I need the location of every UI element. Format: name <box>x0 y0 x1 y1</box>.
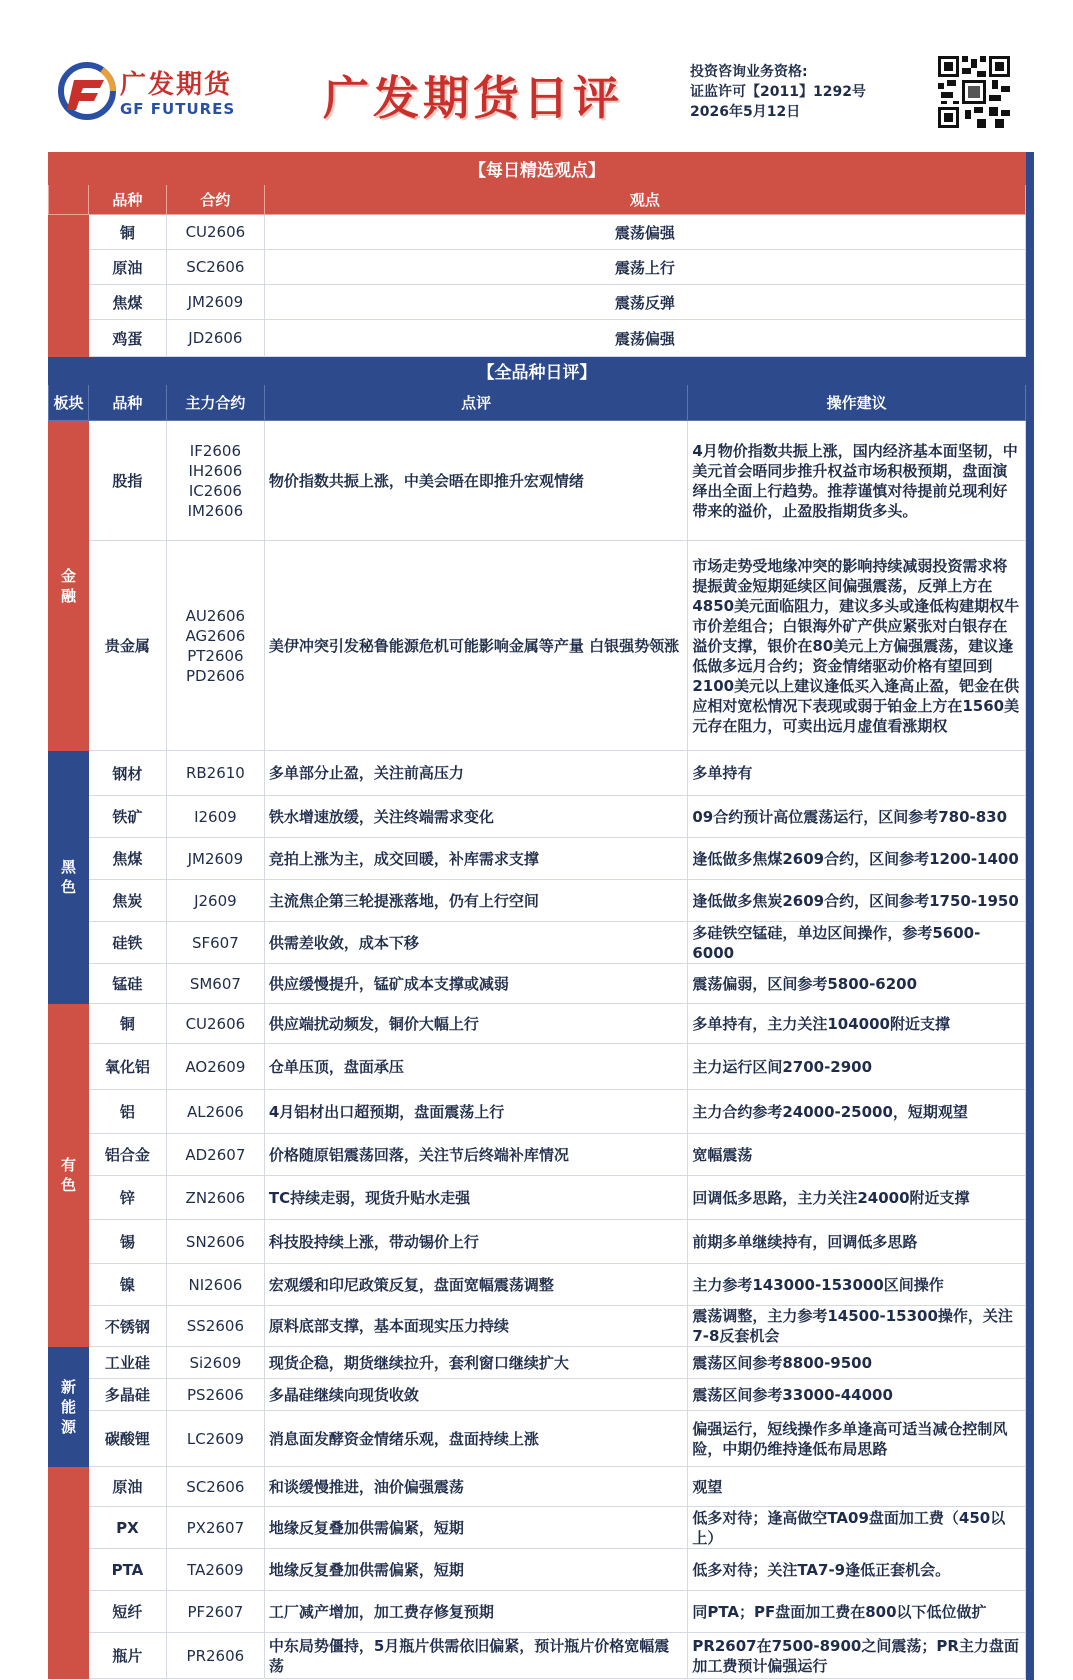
right-edge-stripe <box>1026 152 1034 1680</box>
advice-cell: 逢低做多焦炭2609合约，区间参考1750-1950 <box>688 880 1026 922</box>
advice-cell: 震荡调整，主力参考14500-15300操作，关注7-8反套机会 <box>688 1306 1026 1347</box>
advice-cell: 同PTA；PF盘面加工费在800以下低位做扩 <box>688 1591 1026 1633</box>
advice-cell: 多单持有，主力关注104000附近支撑 <box>688 1004 1026 1044</box>
table-row <box>49 964 1026 1004</box>
contract-cell: AD2607 <box>166 1134 264 1176</box>
table-row <box>49 1591 1026 1633</box>
table-row <box>49 1467 1026 1507</box>
contract-cell: AU2606 AG2606 PT2606 PD2606 <box>166 541 264 751</box>
table-row <box>49 880 1026 922</box>
sector-new-energy: 新 能 源 <box>49 1347 89 1467</box>
contract-cell: J2609 <box>166 880 264 922</box>
variety-cell: PX <box>88 1507 166 1549</box>
advice-cell: 宽幅震荡 <box>688 1134 1026 1176</box>
variety-cell: 镍 <box>88 1264 166 1306</box>
advice-cell: 低多对待；逢高做空TA09盘面加工费（450以上） <box>688 1507 1026 1549</box>
table-row <box>49 1347 1026 1379</box>
comment-cell: 和谈缓慢推进，油价偏强震荡 <box>264 1467 687 1507</box>
daily-band-row <box>49 153 1026 185</box>
table-row <box>49 751 1026 796</box>
comment-cell: 供应端扰动频发，铜价大幅上行 <box>264 1004 687 1044</box>
company-logo <box>58 62 258 122</box>
report-title: 广发期货日评 <box>323 71 623 125</box>
comment-cell: 多晶硅继续向现货收敛 <box>264 1379 687 1411</box>
report-body <box>48 152 1026 1680</box>
contract-cell: JM2609 <box>166 285 264 320</box>
table-row <box>49 1004 1026 1044</box>
contract-cell: SC2606 <box>166 250 264 285</box>
advice-cell: 回调低多思路，主力关注24000附近支撑 <box>688 1176 1026 1220</box>
sector-nonferrous: 有 色 <box>49 1004 89 1347</box>
variety-cell: 锡 <box>88 1220 166 1264</box>
comment-cell: 中东局势僵持，5月瓶片供需依旧偏紧，预计瓶片价格宽幅震荡 <box>264 1633 687 1679</box>
advice-cell: 多单持有 <box>688 751 1026 796</box>
advice-cell: 09合约预计高位震荡运行，区间参考780-830 <box>688 796 1026 838</box>
variety-cell: 硅铁 <box>88 922 166 964</box>
view-cell: 震荡反弹 <box>264 285 1025 320</box>
table-row <box>49 1507 1026 1549</box>
table-row <box>49 1379 1026 1411</box>
advice-cell: 震荡区间参考33000-44000 <box>688 1379 1026 1411</box>
comment-cell: 多单部分止盈，关注前高压力 <box>264 751 687 796</box>
variety-cell: 工业硅 <box>88 1347 166 1379</box>
comment-cell: TC持续走弱，现货升贴水走强 <box>264 1176 687 1220</box>
comment-cell: 消息面发酵资金情绪乐观，盘面持续上涨 <box>264 1411 687 1467</box>
variety-cell: 瓶片 <box>88 1633 166 1679</box>
comment-cell: 科技股持续上涨，带动锡价上行 <box>264 1220 687 1264</box>
advice-cell: 前期多单继续持有，回调低多思路 <box>688 1220 1026 1264</box>
comment-cell: 地缘反复叠加供需偏紧，短期 <box>264 1549 687 1591</box>
table-row <box>49 796 1026 838</box>
comment-cell: 现货企稳，期货继续拉升，套利窗口继续扩大 <box>264 1347 687 1379</box>
table-row <box>49 1044 1026 1090</box>
variety-cell: 铝合金 <box>88 1134 166 1176</box>
table-row <box>49 1549 1026 1591</box>
variety-cell: 焦炭 <box>88 880 166 922</box>
contract-cell: JM2609 <box>166 838 264 880</box>
table-row <box>49 421 1026 541</box>
table-row <box>49 922 1026 964</box>
table-row <box>49 1090 1026 1134</box>
table-row <box>49 1220 1026 1264</box>
contract-cell: PR2606 <box>166 1633 264 1679</box>
report-table <box>48 152 1026 1679</box>
table-row <box>49 838 1026 880</box>
variety-cell: 锰硅 <box>88 964 166 1004</box>
contract-cell: SM607 <box>166 964 264 1004</box>
variety-cell: 多晶硅 <box>88 1379 166 1411</box>
view-cell: 震荡偏强 <box>264 320 1025 357</box>
advice-cell: 4月物价指数共振上涨，国内经济基本面坚韧，中美元首会晤同步推升权益市场积极预期，盘面演绎出全面上行趋势。推荐谨慎对待提前兑现利好带来的溢价，止盈股指期货多头。 <box>688 421 1026 541</box>
table-row <box>49 1176 1026 1220</box>
table-row <box>49 1633 1026 1679</box>
table-row <box>49 320 1026 357</box>
variety-cell: 铜 <box>88 1004 166 1044</box>
full-band-row <box>49 357 1026 385</box>
comment-cell: 工厂减产增加，加工费存修复预期 <box>264 1591 687 1633</box>
contract-cell: SS2606 <box>166 1306 264 1347</box>
advice-cell: 市场走势受地缘冲突的影响持续减弱投资需求将提振黄金短期延续区间偏强震荡，反弹上方在4850美元面临阻力，建议多头或逢低构建期权牛市价差组合；白银海外矿产供应紧张对白银存在溢价支撑，银价在80美元上方偏强震荡，建议逢低做多远月合约；资金情绪驱动价格有望回到2100美元以上建议逢低买入逢高止盈，钯金在供应相对宽松情况下表现或弱于铂金上方在1560美元存在阻力，可卖出远月虚值看涨期权 <box>688 541 1026 751</box>
sector-black: 黑 色 <box>49 751 89 1004</box>
license-info <box>690 62 866 122</box>
daily-header-row <box>49 185 1026 215</box>
contract-cell: PS2606 <box>166 1379 264 1411</box>
comment-cell: 仓单压顶，盘面承压 <box>264 1044 687 1090</box>
variety-cell: 不锈钢 <box>88 1306 166 1347</box>
report-date: 2026年5月12日 <box>690 104 801 120</box>
contract-cell: NI2606 <box>166 1264 264 1306</box>
logo-chinese-name: 广发期货 <box>120 70 233 100</box>
license-number: 证监许可【2011】1292号 <box>690 84 866 100</box>
advice-cell: 主力合约参考24000-25000，短期观望 <box>688 1090 1026 1134</box>
contract-cell: I2609 <box>166 796 264 838</box>
col-header-variety: 品种 <box>88 385 166 421</box>
contract-cell: CU2606 <box>166 1004 264 1044</box>
col-header-comment: 点评 <box>264 385 687 421</box>
qr-code-icon <box>938 56 1010 128</box>
comment-cell: 铁水增速放缓，关注终端需求变化 <box>264 796 687 838</box>
comment-cell: 竞拍上涨为主，成交回暖，补库需求支撑 <box>264 838 687 880</box>
col-header-advice: 操作建议 <box>688 385 1026 421</box>
variety-cell: 短纤 <box>88 1591 166 1633</box>
gf-logo-icon <box>58 62 116 120</box>
variety-cell: 焦煤 <box>88 838 166 880</box>
contract-cell: JD2606 <box>166 320 264 357</box>
contract-cell: Si2609 <box>166 1347 264 1379</box>
table-row <box>49 285 1026 320</box>
variety-cell: PTA <box>88 1549 166 1591</box>
comment-cell: 宏观缓和印尼政策反复，盘面宽幅震荡调整 <box>264 1264 687 1306</box>
comment-cell: 物价指数共振上涨，中美会晤在即推升宏观情绪 <box>264 421 687 541</box>
variety-cell: 原油 <box>88 250 166 285</box>
contract-cell: SN2606 <box>166 1220 264 1264</box>
sector-finance: 金 融 <box>49 421 89 751</box>
variety-cell: 碳酸锂 <box>88 1411 166 1467</box>
col-header-contract: 合约 <box>166 185 264 215</box>
table-row <box>49 250 1026 285</box>
contract-cell: ZN2606 <box>166 1176 264 1220</box>
advice-cell: 逢低做多焦煤2609合约，区间参考1200-1400 <box>688 838 1026 880</box>
advice-cell: 偏强运行，短线操作多单逢高可适当减仓控制风险，中期仍维持逢低布局思路 <box>688 1411 1026 1467</box>
contract-cell: CU2606 <box>166 215 264 250</box>
comment-cell: 4月铝材出口超预期，盘面震荡上行 <box>264 1090 687 1134</box>
contract-cell: TA2609 <box>166 1549 264 1591</box>
variety-cell: 钢材 <box>88 751 166 796</box>
variety-cell: 氧化铝 <box>88 1044 166 1090</box>
table-row <box>49 1306 1026 1347</box>
comment-cell: 供需差收敛，成本下移 <box>264 922 687 964</box>
col-header-sector: 板块 <box>49 385 89 421</box>
variety-cell: 股指 <box>88 421 166 541</box>
contract-cell: SF607 <box>166 922 264 964</box>
advice-cell: 观望 <box>688 1467 1026 1507</box>
variety-cell: 原油 <box>88 1467 166 1507</box>
view-cell: 震荡上行 <box>264 250 1025 285</box>
contract-cell: PF2607 <box>166 1591 264 1633</box>
contract-cell: AL2606 <box>166 1090 264 1134</box>
comment-cell: 地缘反复叠加供需偏紧，短期 <box>264 1507 687 1549</box>
variety-cell: 焦煤 <box>88 285 166 320</box>
contract-cell: AO2609 <box>166 1044 264 1090</box>
variety-cell: 铜 <box>88 215 166 250</box>
advice-cell: 震荡偏弱，区间参考5800-6200 <box>688 964 1026 1004</box>
advice-cell: PR2607在7500-8900之间震荡；PR主力盘面加工费预计偏强运行 <box>688 1633 1026 1679</box>
comment-cell: 价格随原铝震荡回落，关注节后终端补库情况 <box>264 1134 687 1176</box>
table-row <box>49 541 1026 751</box>
contract-cell: LC2609 <box>166 1411 264 1467</box>
full-band-title: 【全品种日评】 <box>49 357 1026 385</box>
comment-cell: 美伊冲突引发秘鲁能源危机可能影响金属等产量 白银强势领涨 <box>264 541 687 751</box>
advice-cell: 多硅铁空锰硅，单边区间操作，参考5600-6000 <box>688 922 1026 964</box>
view-cell: 震荡偏强 <box>264 215 1025 250</box>
comment-cell: 原料底部支撑，基本面现实压力持续 <box>264 1306 687 1347</box>
advice-cell: 主力运行区间2700-2900 <box>688 1044 1026 1090</box>
table-row <box>49 1134 1026 1176</box>
col-header-view: 观点 <box>264 185 1025 215</box>
daily-band-title: 【每日精选观点】 <box>49 153 1026 185</box>
comment-cell: 供应缓慢提升，锰矿成本支撑或减弱 <box>264 964 687 1004</box>
advice-cell: 主力参考143000-153000区间操作 <box>688 1264 1026 1306</box>
logo-english-name: GF FUTURES <box>120 100 236 118</box>
license-qualification: 投资咨询业务资格: <box>690 64 808 80</box>
daily-side-cell <box>49 185 89 215</box>
variety-cell: 鸡蛋 <box>88 320 166 357</box>
variety-cell: 贵金属 <box>88 541 166 751</box>
table-row <box>49 215 1026 250</box>
report-header <box>0 0 1073 150</box>
variety-cell: 锌 <box>88 1176 166 1220</box>
full-header-row <box>49 385 1026 421</box>
contract-cell: SC2606 <box>166 1467 264 1507</box>
col-header-variety: 品种 <box>88 185 166 215</box>
sector-energy-chemical <box>49 1467 89 1679</box>
contract-cell: IF2606 IH2606 IC2606 IM2606 <box>166 421 264 541</box>
variety-cell: 铁矿 <box>88 796 166 838</box>
advice-cell: 低多对待；关注TA7-9逢低正套机会。 <box>688 1549 1026 1591</box>
advice-cell: 震荡区间参考8800-9500 <box>688 1347 1026 1379</box>
contract-cell: RB2610 <box>166 751 264 796</box>
contract-cell: PX2607 <box>166 1507 264 1549</box>
comment-cell: 主流焦企第三轮提涨落地，仍有上行空间 <box>264 880 687 922</box>
table-row <box>49 1264 1026 1306</box>
variety-cell: 铝 <box>88 1090 166 1134</box>
table-row <box>49 1411 1026 1467</box>
col-header-main-contract: 主力合约 <box>166 385 264 421</box>
